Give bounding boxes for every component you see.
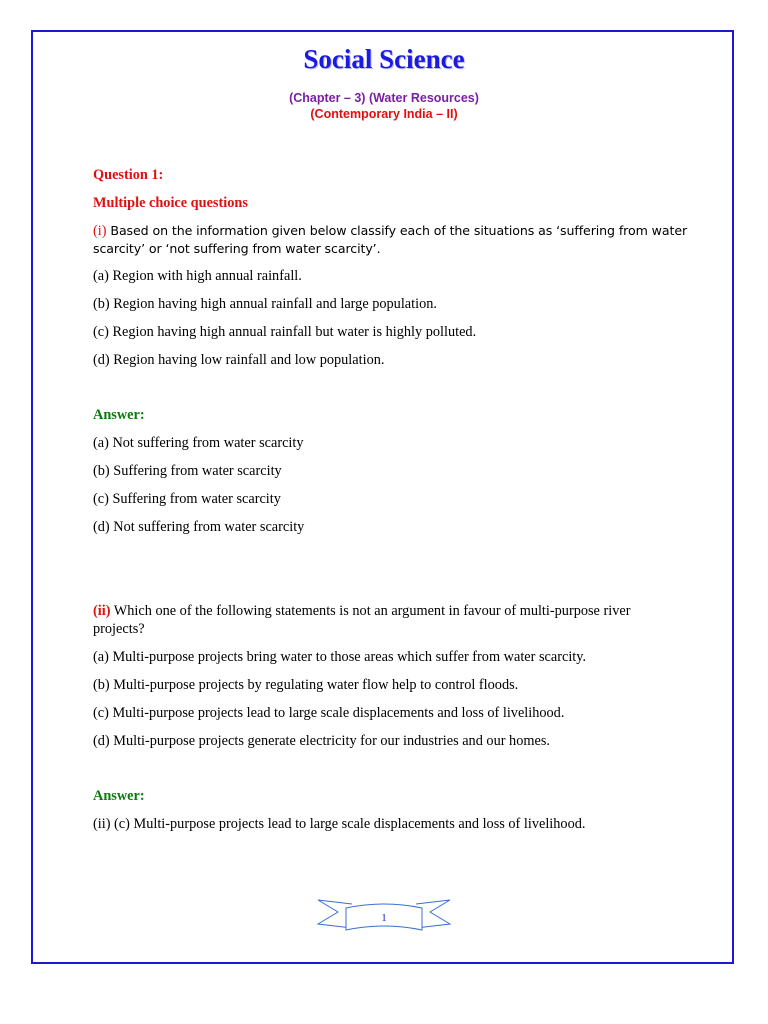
- option-i-a: (a) Region with high annual rainfall.: [93, 268, 302, 284]
- answer-i-label: Answer:: [93, 407, 145, 423]
- answer-ii-text: (ii) (c) Multi-purpose projects lead to large scale displacements and loss of livelihood.: [93, 816, 586, 832]
- chapter-subtitle: (Chapter – 3) (Water Resources): [289, 91, 479, 105]
- option-i-b: (b) Region having high annual rainfall and large population.: [93, 296, 437, 312]
- answer-i-c: (c) Suffering from water scarcity: [93, 491, 281, 507]
- page-number: 1: [381, 912, 387, 924]
- option-i-c: (c) Region having high annual rainfall but water is highly polluted.: [93, 324, 477, 340]
- answer-i-b: (b) Suffering from water scarcity: [93, 463, 282, 479]
- question-i-text-2: scarcity’ or ‘not suffering from water scarcity’.: [93, 241, 381, 256]
- option-ii-d: (d) Multi-purpose projects generate electricity for our industries and our homes.: [93, 733, 550, 749]
- answer-i-d: (d) Not suffering from water scarcity: [93, 519, 305, 535]
- answer-ii-label: Answer:: [93, 788, 145, 804]
- question-i-text-1: Based on the information given below classify each of the situations as ‘suffering from water: [106, 223, 688, 238]
- question-subheading: Multiple choice questions: [93, 195, 248, 211]
- question-ii-line-1: [93, 602, 683, 620]
- option-i-d: (d) Region having low rainfall and low population.: [93, 352, 385, 368]
- question-heading: Question 1:: [93, 167, 164, 183]
- question-i-line-1: [93, 222, 688, 240]
- option-ii-b: (b) Multi-purpose projects by regulating water flow help to control floods.: [93, 677, 519, 693]
- page-title: Social Science: [303, 44, 465, 74]
- question-ii-text-2: projects?: [93, 621, 145, 637]
- question-ii-text-1: Which one of the following statements is not an argument in favour of multi-purpose river: [110, 603, 631, 619]
- option-ii-a: (a) Multi-purpose projects bring water to those areas which suffer from water scarcity.: [93, 649, 587, 665]
- answer-i-a: (a) Not suffering from water scarcity: [93, 435, 304, 451]
- book-subtitle: (Contemporary India – II): [310, 107, 458, 121]
- question-i-marker: (i): [93, 223, 107, 239]
- question-ii-marker: (ii): [93, 603, 111, 619]
- option-ii-c: (c) Multi-purpose projects lead to large scale displacements and loss of livelihood.: [93, 705, 565, 721]
